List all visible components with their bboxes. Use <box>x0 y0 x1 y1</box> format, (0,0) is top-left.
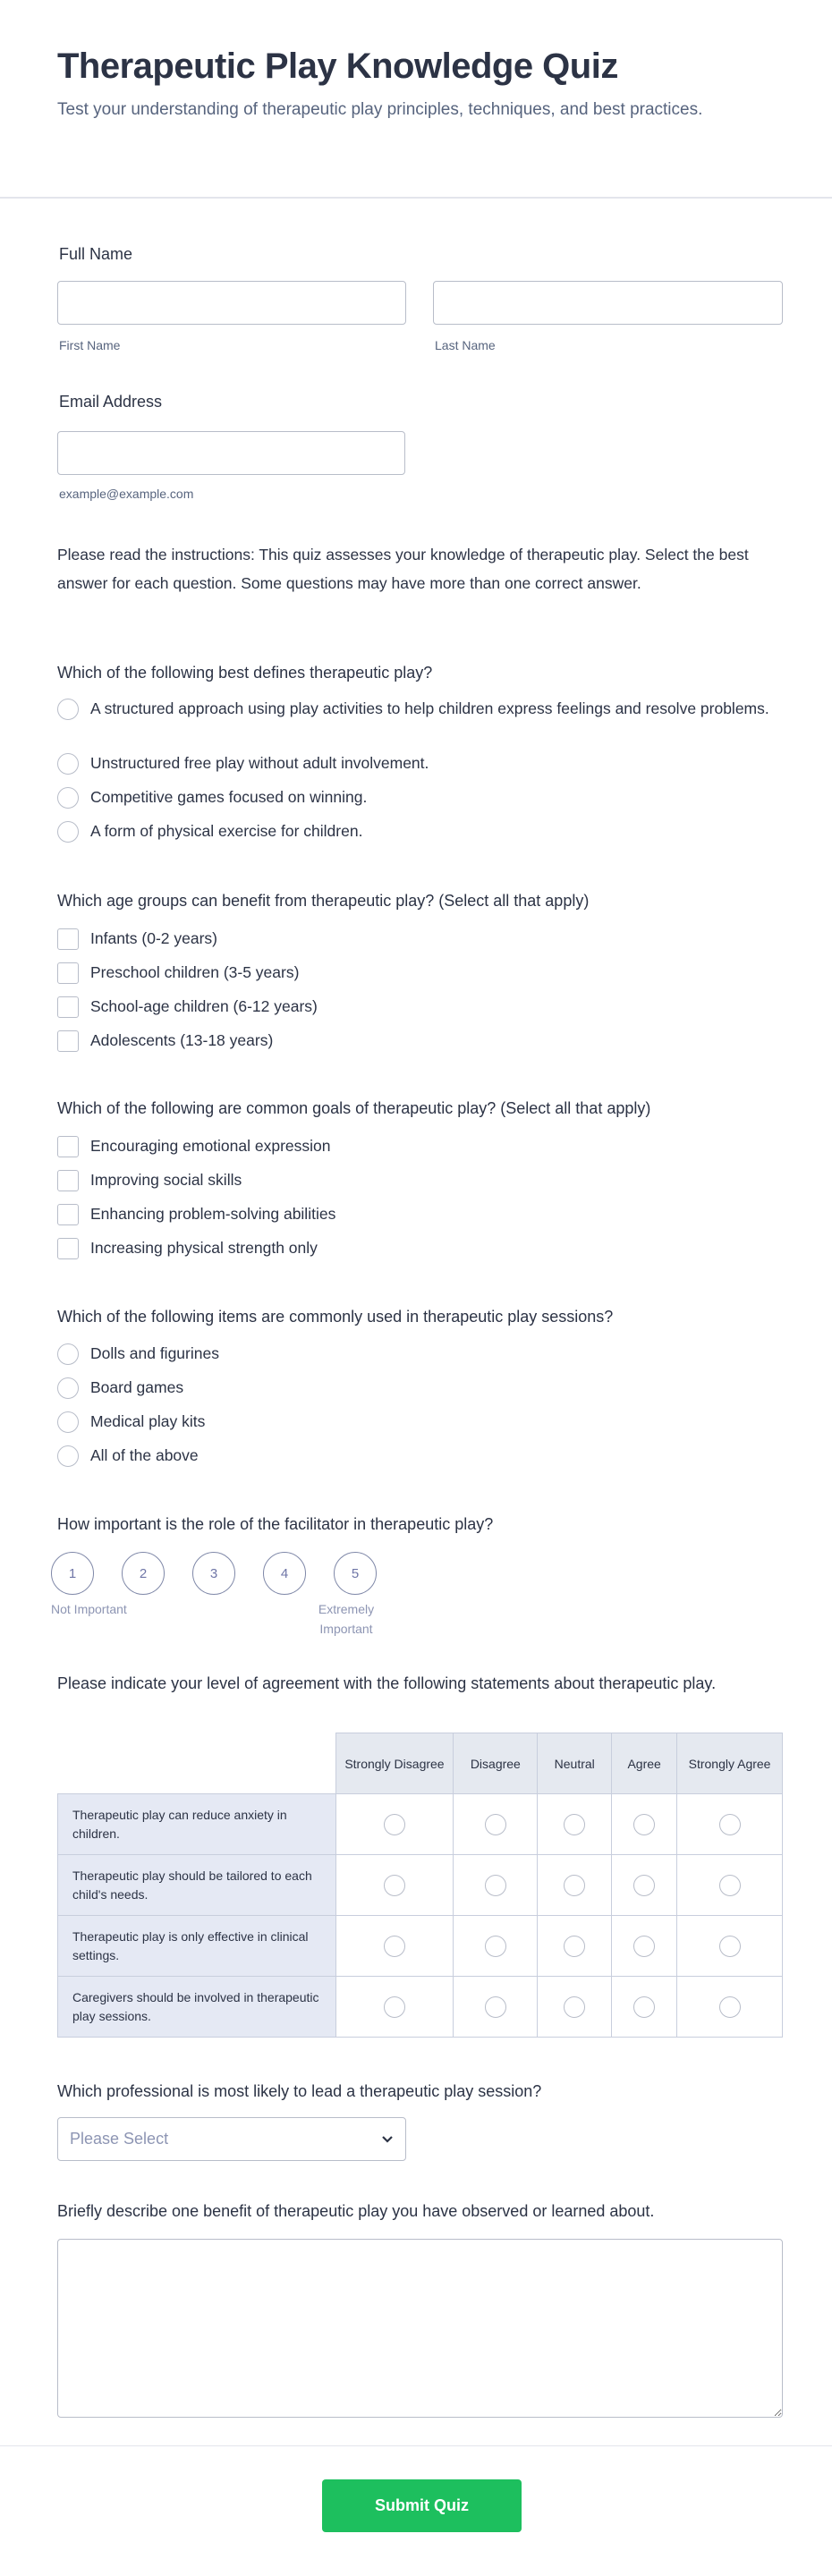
q1-option[interactable] <box>57 785 782 819</box>
matrix-row <box>58 1977 783 2038</box>
matrix-cell <box>538 1977 612 2038</box>
matrix-cell <box>612 1794 677 1855</box>
matrix-corner <box>58 1733 336 1794</box>
column-header: Neutral <box>538 1733 612 1794</box>
scale-option-3[interactable]: 3 <box>192 1552 235 1595</box>
q2-option[interactable] <box>57 995 782 1029</box>
q6-question: Please indicate your level of agreement with the following statements about therapeutic play. <box>57 1674 717 1692</box>
scale-option-2[interactable]: 2 <box>122 1552 165 1595</box>
matrix-cell <box>677 1794 783 1855</box>
q3-option[interactable] <box>57 1202 782 1236</box>
matrix-cell <box>677 1916 783 1977</box>
matrix-cell <box>335 1794 454 1855</box>
matrix-cell <box>612 1916 677 1977</box>
first-name-sublabel: First Name <box>59 338 121 352</box>
matrix-cell <box>538 1794 612 1855</box>
scale-high-label: Extremely Important <box>318 1602 375 1636</box>
q1-options <box>57 697 782 853</box>
last-name-sublabel: Last Name <box>435 338 496 352</box>
q3-option[interactable] <box>57 1236 782 1270</box>
statement-label: Therapeutic play should be tailored to each child's needs. <box>58 1855 336 1916</box>
column-header: Strongly Disagree <box>335 1733 454 1794</box>
q3-question: Which of the following are common goals of therapeutic play? (Select all that apply) <box>57 1099 651 1117</box>
q1-question: Which of the following best defines therapeutic play? <box>57 664 433 682</box>
matrix-radio-button[interactable] <box>384 1996 405 2018</box>
matrix-radio-button[interactable] <box>633 1936 655 1957</box>
page-title: Therapeutic Play Knowledge Quiz <box>57 47 618 86</box>
q2-question: Which age groups can benefit from therapeutic play? (Select all that apply) <box>57 892 590 910</box>
matrix-cell <box>335 1855 454 1916</box>
radio-button[interactable] <box>57 821 79 843</box>
chevron-down-icon <box>381 2135 394 2144</box>
statement-label: Therapeutic play can reduce anxiety in children. <box>58 1794 336 1855</box>
q4-option[interactable] <box>57 1342 782 1376</box>
checkbox[interactable] <box>57 996 79 1018</box>
checkbox[interactable] <box>57 1170 79 1191</box>
checkbox[interactable] <box>57 928 79 950</box>
column-header: Agree <box>612 1733 677 1794</box>
option-label: Board games <box>90 1378 184 1396</box>
option-label: Medical play kits <box>90 1412 206 1430</box>
matrix-cell <box>677 1855 783 1916</box>
matrix-radio-button[interactable] <box>485 1996 506 2018</box>
q8-question: Briefly describe one benefit of therapeutic play you have observed or learned about. <box>57 2202 655 2220</box>
radio-button[interactable] <box>57 787 79 809</box>
submit-quiz-button[interactable]: Submit Quiz <box>322 2479 522 2532</box>
checkbox[interactable] <box>57 1136 79 1157</box>
matrix-row <box>58 1855 783 1916</box>
matrix-radio-button[interactable] <box>564 1936 585 1957</box>
option-label: A structured approach using play activities to help children express feelings and resolve problems. <box>90 699 769 717</box>
matrix-radio-button[interactable] <box>384 1875 405 1896</box>
matrix-radio-button[interactable] <box>485 1936 506 1957</box>
q3-options <box>57 1134 782 1270</box>
matrix-radio-button[interactable] <box>564 1996 585 2018</box>
matrix-radio-button[interactable] <box>564 1814 585 1835</box>
matrix-radio-button[interactable] <box>719 1996 741 2018</box>
option-label: Competitive games focused on winning. <box>90 788 368 806</box>
matrix-radio-button[interactable] <box>485 1814 506 1835</box>
matrix-radio-button[interactable] <box>384 1814 405 1835</box>
matrix-cell <box>612 1977 677 2038</box>
q1-option[interactable] <box>57 819 782 853</box>
instructions-text: Please read the instructions: This quiz assesses your knowledge of therapeutic play. Select the best answer for each question. Some questions may have more than one correct answer. <box>57 546 749 592</box>
q2-options <box>57 927 782 1063</box>
q4-option[interactable] <box>57 1376 782 1410</box>
last-name-input[interactable] <box>433 281 783 325</box>
matrix-cell <box>454 1855 538 1916</box>
option-label: Infants (0-2 years) <box>90 929 217 947</box>
benefit-textarea[interactable] <box>57 2239 783 2418</box>
q3-option[interactable] <box>57 1134 782 1168</box>
checkbox[interactable] <box>57 962 79 984</box>
matrix-radio-button[interactable] <box>719 1875 741 1896</box>
page-subtitle: Test your understanding of therapeutic play principles, techniques, and best practices. <box>57 100 703 119</box>
q7-question: Which professional is most likely to lead a therapeutic play session? <box>57 2082 542 2100</box>
rating-scale <box>51 1552 377 1595</box>
column-header: Strongly Agree <box>677 1733 783 1794</box>
option-label: Unstructured free play without adult involvement. <box>90 754 429 772</box>
q3-option[interactable] <box>57 1168 782 1202</box>
radio-button[interactable] <box>57 1343 79 1365</box>
q2-option[interactable] <box>57 961 782 995</box>
q2-option[interactable] <box>57 927 782 961</box>
option-label: Dolls and figurines <box>90 1344 219 1362</box>
matrix-radio-button[interactable] <box>719 1814 741 1835</box>
q1-option[interactable] <box>57 751 782 785</box>
matrix-cell <box>454 1916 538 1977</box>
option-label: Preschool children (3-5 years) <box>90 963 300 981</box>
matrix-radio-button[interactable] <box>633 1996 655 2018</box>
matrix-row <box>58 1916 783 1977</box>
option-label: All of the above <box>90 1446 199 1464</box>
full-name-label: Full Name <box>59 245 133 263</box>
option-label: Encouraging emotional expression <box>90 1137 331 1155</box>
matrix-radio-button[interactable] <box>564 1875 585 1896</box>
q4-question: Which of the following items are commonly used in therapeutic play sessions? <box>57 1308 614 1326</box>
checkbox[interactable] <box>57 1204 79 1225</box>
radio-button[interactable] <box>57 1411 79 1433</box>
email-input[interactable] <box>57 431 405 475</box>
select-placeholder: Please Select <box>70 2130 169 2148</box>
checkbox[interactable] <box>57 1030 79 1052</box>
matrix-cell <box>538 1855 612 1916</box>
email-sublabel: example@example.com <box>59 487 194 501</box>
matrix-cell <box>612 1855 677 1916</box>
option-label: Adolescents (13-18 years) <box>90 1031 274 1049</box>
matrix-cell <box>335 1916 454 1977</box>
matrix-cell <box>335 1977 454 2038</box>
q4-option[interactable] <box>57 1444 782 1478</box>
option-label: Increasing physical strength only <box>90 1239 318 1257</box>
matrix-cell <box>454 1794 538 1855</box>
option-label: A form of physical exercise for children. <box>90 822 363 840</box>
scale-option-1[interactable]: 1 <box>51 1552 94 1595</box>
first-name-input[interactable] <box>57 281 406 325</box>
option-label: Enhancing problem-solving abilities <box>90 1205 336 1223</box>
matrix-radio-button[interactable] <box>633 1875 655 1896</box>
radio-button[interactable] <box>57 753 79 775</box>
professional-select[interactable] <box>57 2117 406 2161</box>
matrix-radio-button[interactable] <box>384 1936 405 1957</box>
matrix-cell <box>677 1977 783 2038</box>
agreement-matrix <box>57 1733 783 2038</box>
q4-options <box>57 1342 782 1478</box>
column-header: Disagree <box>454 1733 538 1794</box>
q5-question: How important is the role of the facilitator in therapeutic play? <box>57 1515 494 1533</box>
scale-option-4[interactable]: 4 <box>263 1552 306 1595</box>
email-label: Email Address <box>59 393 163 411</box>
radio-button[interactable] <box>57 1377 79 1399</box>
option-label: Improving social skills <box>90 1171 242 1189</box>
q1-option[interactable] <box>57 697 782 751</box>
statement-label: Therapeutic play is only effective in clinical settings. <box>58 1916 336 1977</box>
radio-button[interactable] <box>57 699 79 720</box>
radio-button[interactable] <box>57 1445 79 1467</box>
matrix-row <box>58 1794 783 1855</box>
statement-label: Caregivers should be involved in therapeutic play sessions. <box>58 1977 336 2038</box>
matrix-radio-button[interactable] <box>485 1875 506 1896</box>
header-divider <box>0 197 832 199</box>
matrix-cell <box>538 1916 612 1977</box>
option-label: School-age children (6-12 years) <box>90 997 318 1015</box>
scale-low-label: Not Important <box>51 1602 127 1616</box>
q4-option[interactable] <box>57 1410 782 1444</box>
matrix-radio-button[interactable] <box>719 1936 741 1957</box>
scale-option-5[interactable]: 5 <box>334 1552 377 1595</box>
checkbox[interactable] <box>57 1238 79 1259</box>
matrix-radio-button[interactable] <box>633 1814 655 1835</box>
footer-divider <box>0 2445 832 2446</box>
q2-option[interactable] <box>57 1029 782 1063</box>
matrix-cell <box>454 1977 538 2038</box>
